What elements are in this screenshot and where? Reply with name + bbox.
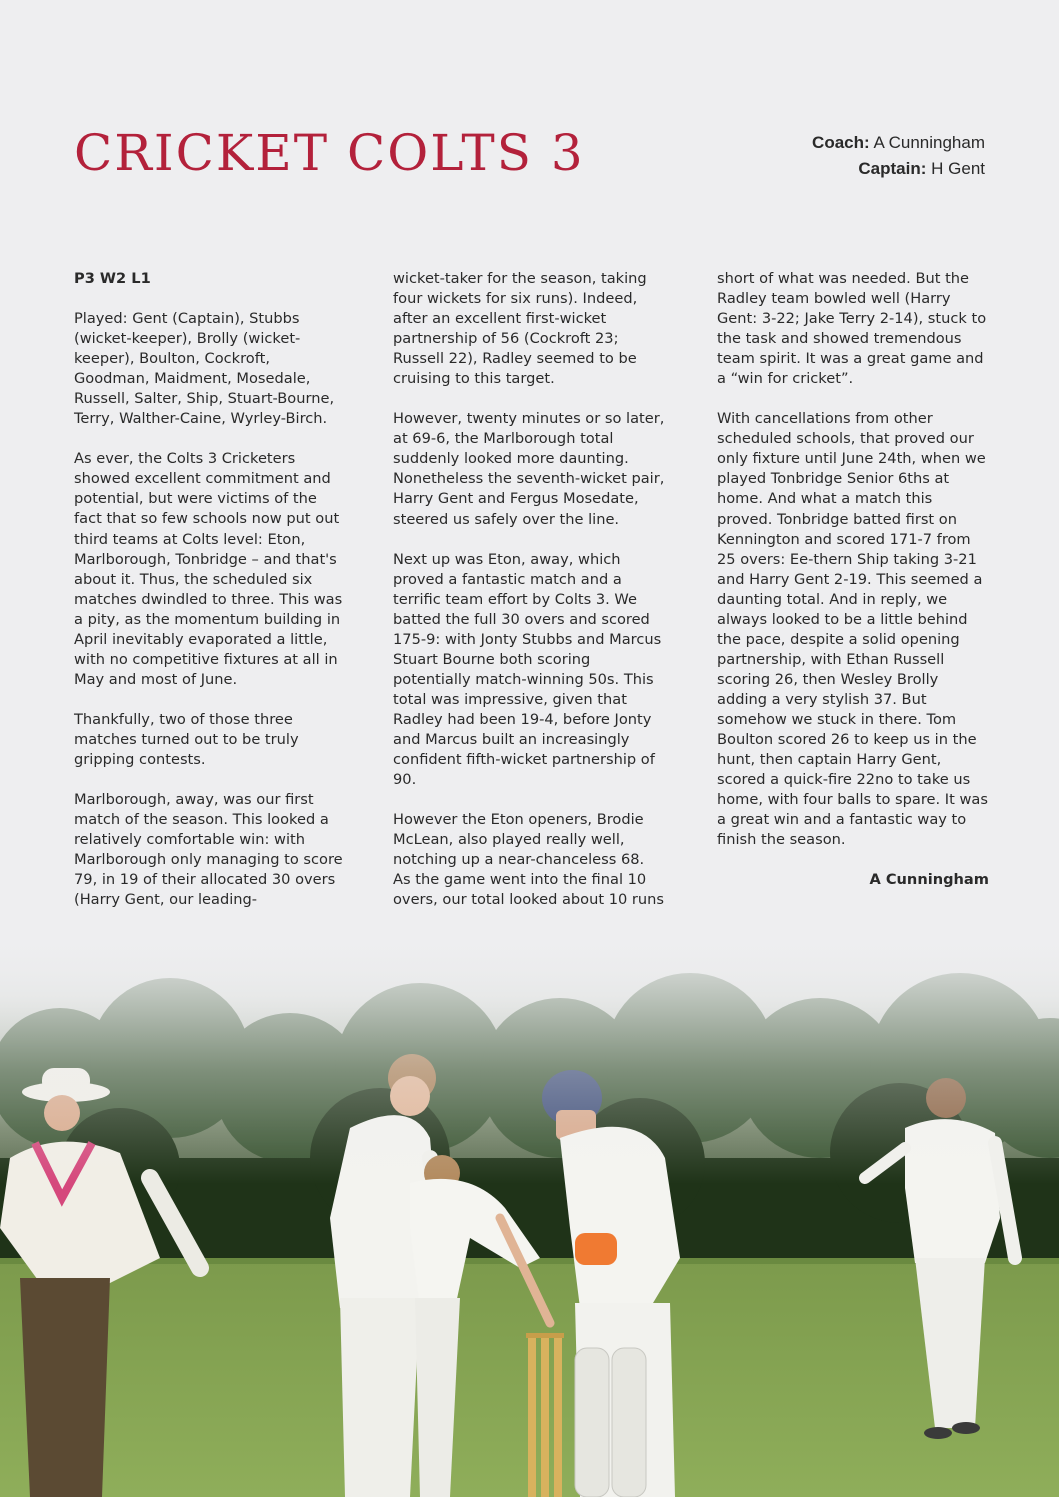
- photo-illustration: [0, 928, 1059, 1497]
- coach-name: A Cunningham: [873, 133, 985, 152]
- paragraph: Played: Gent (Captain), Stubbs (wicket-keeper), Brolly (wicket-keeper), Boulton, Cockroft, Goodman, Maidment, Mosedale, Russell, Salter, Ship, Stuart-Bourne, Terry, Walther-Caine, Wyrley-Birch.: [74, 310, 335, 428]
- season-record: P3 W2 L1: [74, 270, 151, 287]
- paragraph: However the Eton openers, Brodie McLean, also played really well, notching up a near-chanceless 68. As the game went into the final 10 overs, our total looked about 10 runs: [393, 811, 665, 909]
- paragraph: Marlborough, away, was our first match of the season. This looked a relatively comfortable win: with Marlborough only managing to score 79, in 19 of their allocated 30 overs (Harry Gent, our leading-: [74, 791, 343, 909]
- paragraph: short of what was needed. But the Radley team bowled well (Harry Gent: 3-22; Jake Terry 2-14), stuck to the task and showed tremendous team spirit. It was a great game and a “win for cricket”.: [717, 270, 987, 388]
- paragraph: As ever, the Colts 3 Cricketers showed excellent commitment and potential, but were victims of the fact that so few schools now put out third teams at Colts level: Eton, Marlborough, Tonbridge – and that's about it. Thus, the scheduled six matches dwindled to three. This was a pity, as the momentum building in April inevitably evaporated a little, with no competitive fixtures at all in May and most of June.: [74, 450, 343, 688]
- author-signature: A Cunningham: [869, 871, 989, 889]
- top-fade-overlay: [0, 928, 1059, 1497]
- captain-line: [812, 156, 985, 182]
- paragraph: Thankfully, two of those three matches turned out to be truly gripping contests.: [74, 710, 299, 768]
- article-column-1: [74, 269, 346, 930]
- team-meta: [812, 130, 985, 182]
- paragraph: However, twenty minutes or so later, at 69-6, the Marlborough total suddenly looked more daunting. Nonetheless the seventh-wicket pair, Harry Gent and Fergus Mosedate, steered us safely over the line.: [393, 410, 665, 528]
- article-column-2: [393, 269, 665, 930]
- article-column-3: [717, 269, 989, 910]
- page-title: CRICKET COLTS 3: [74, 124, 585, 182]
- coach-line: [812, 130, 985, 156]
- captain-label: Captain:: [858, 159, 927, 178]
- coach-label: Coach:: [812, 133, 870, 152]
- paragraph: With cancellations from other scheduled schools, that proved our only fixture until June 24th, when we played Tonbridge Senior 6ths at home. And what a match this proved. Tonbridge batted first on Kennington and scored 171-7 from 25 overs: Ee-thern Ship taking 3-21 and Harry Gent 2-19. This seemed a daunting total. And in reply, we always looked to be a little behind the pace, despite a solid opening partnership, with Ethan Russell scoring 26, then Wesley Brolly adding a very stylish 37. But somehow we stuck in there. Tom Boulton scored 26 to keep us in the hunt, then captain Harry Gent, scored a quick-fire 22no to take us home, with four balls to spare. It was a great win and a fantastic way to finish the season.: [717, 410, 988, 849]
- paragraph: wicket-taker for the season, taking four wickets for six runs). Indeed, after an excellent first-wicket partnership of 56 (Cockroft 23; Russell 22), Radley seemed to be cruising to this target.: [393, 270, 647, 388]
- paragraph: Next up was Eton, away, which proved a fantastic match and a terrific team effort by Colts 3. We batted the full 30 overs and scored 175-9: with Jonty Stubbs and Marcus Stuart Bourne both scoring potentially match-winning 50s. This total was impressive, given that Radley had been 19-4, before Jonty and Marcus built an increasingly confident fifth-wicket partnership of 90.: [393, 550, 662, 789]
- cricket-match-photo: [0, 928, 1059, 1497]
- captain-name: H Gent: [931, 159, 985, 178]
